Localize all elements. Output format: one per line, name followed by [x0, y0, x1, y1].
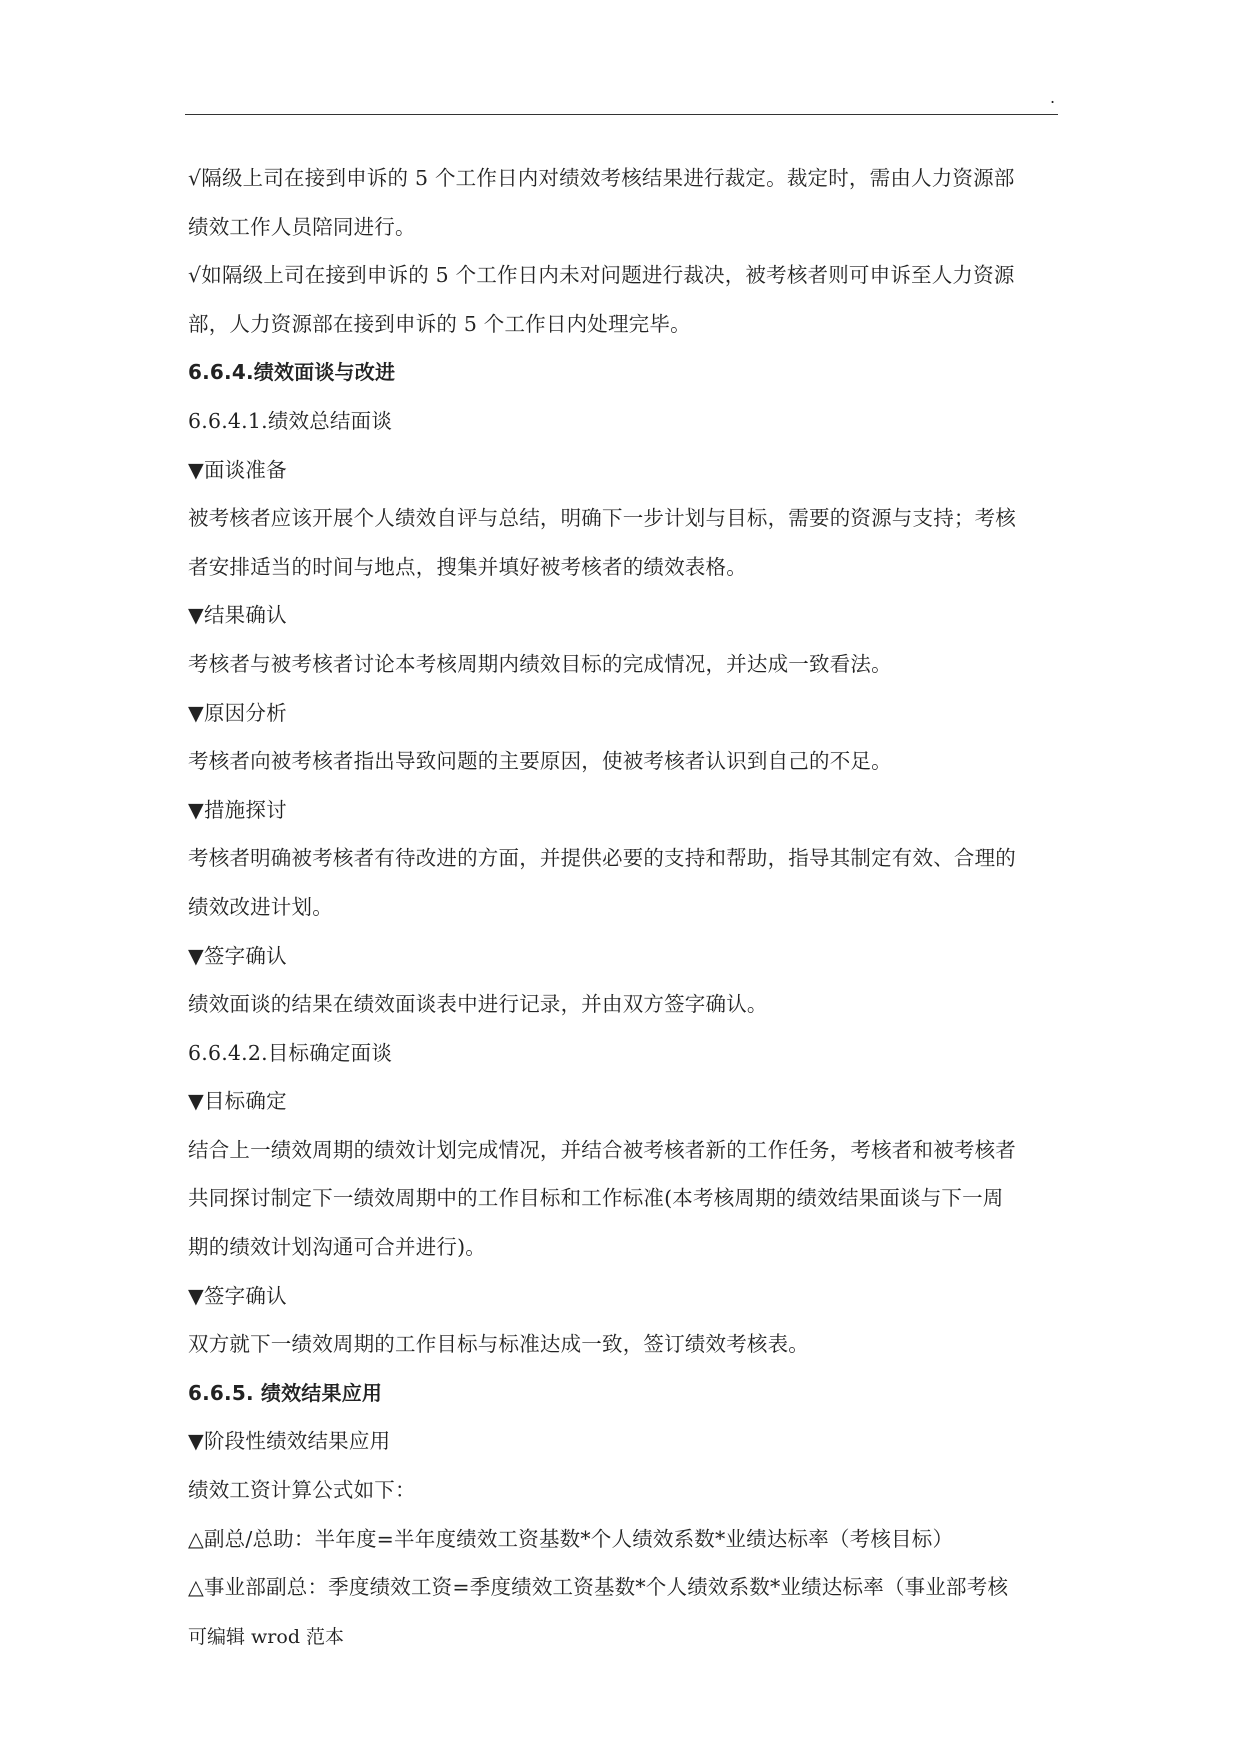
paragraph-line: 共同探讨制定下一绩效周期中的工作目标和工作标准(本考核周期的绩效结果面谈与下一周 [188, 1186, 1004, 1211]
paragraph-line: 双方就下一绩效周期的工作目标与标准达成一致，签订绩效考核表。 [188, 1332, 809, 1357]
section-heading: 6.6.5. 绩效结果应用 [188, 1380, 383, 1405]
formula-line: △副总/总助：半年度=半年度绩效工资基数*个人绩效系数*业绩达标率（考核目标） [188, 1526, 954, 1551]
bullet-heading: ▼阶段性绩效结果应用 [188, 1429, 391, 1454]
paragraph-line: 绩效改进计划。 [188, 894, 333, 919]
paragraph-line: 考核者与被考核者讨论本考核周期内绩效目标的完成情况，并达成一致看法。 [188, 651, 892, 676]
paragraph-line: √如隔级上司在接到申诉的 5 个工作日内未对问题进行裁决，被考核者则可申诉至人力资源 [188, 263, 1015, 288]
paragraph-line: √隔级上司在接到申诉的 5 个工作日内对绩效考核结果进行裁定。裁定时，需由人力资源部 [188, 166, 1015, 190]
formula-line: △事业部副总：季度绩效工资=季度绩效工资基数*个人绩效系数*业绩达标率（事业部考核 [188, 1575, 1009, 1600]
paragraph-line: 被考核者应该开展个人绩效自评与总结，明确下一步计划与目标，需要的资源与支持；考核 [188, 506, 1016, 531]
paragraph-line: 期的绩效计划沟通可合并进行)。 [188, 1235, 486, 1260]
bullet-heading: ▼结果确认 [188, 603, 287, 628]
header-mark: . [1050, 88, 1056, 107]
paragraph-line: 考核者明确被考核者有待改进的方面，并提供必要的支持和帮助，指导其制定有效、合理的 [188, 846, 1016, 871]
paragraph-line: 结合上一绩效周期的绩效计划完成情况，并结合被考核者新的工作任务，考核者和被考核者 [188, 1137, 1016, 1162]
paragraph-line: 考核者向被考核者指出导致问题的主要原因，使被考核者认识到自己的不足。 [188, 749, 892, 774]
bullet-heading: ▼目标确定 [188, 1089, 287, 1114]
paragraph-line: 者安排适当的时间与地点，搜集并填好被考核者的绩效表格。 [188, 554, 747, 579]
page-footer: 可编辑 wrod 范本 [188, 1626, 345, 1648]
paragraph-line: 绩效工资计算公式如下： [188, 1478, 416, 1503]
bullet-heading: ▼面谈准备 [188, 457, 287, 482]
paragraph-line: 绩效面谈的结果在绩效面谈表中进行记录，并由双方签字确认。 [188, 992, 768, 1017]
section-heading: 6.6.4.绩效面谈与改进 [188, 360, 396, 385]
document-body [188, 154, 1058, 1612]
subsection-heading: 6.6.4.1.绩效总结面谈 [188, 408, 393, 433]
paragraph-line: 绩效工作人员陪同进行。 [188, 214, 416, 239]
header-rule [185, 114, 1058, 115]
bullet-heading: ▼措施探讨 [188, 797, 287, 822]
bullet-heading: ▼签字确认 [188, 943, 287, 968]
bullet-heading: ▼原因分析 [188, 700, 287, 725]
bullet-heading: ▼签字确认 [188, 1283, 287, 1308]
subsection-heading: 6.6.4.2.目标确定面谈 [188, 1040, 393, 1065]
paragraph-line: 部，人力资源部在接到申诉的 5 个工作日内处理完毕。 [188, 311, 691, 336]
